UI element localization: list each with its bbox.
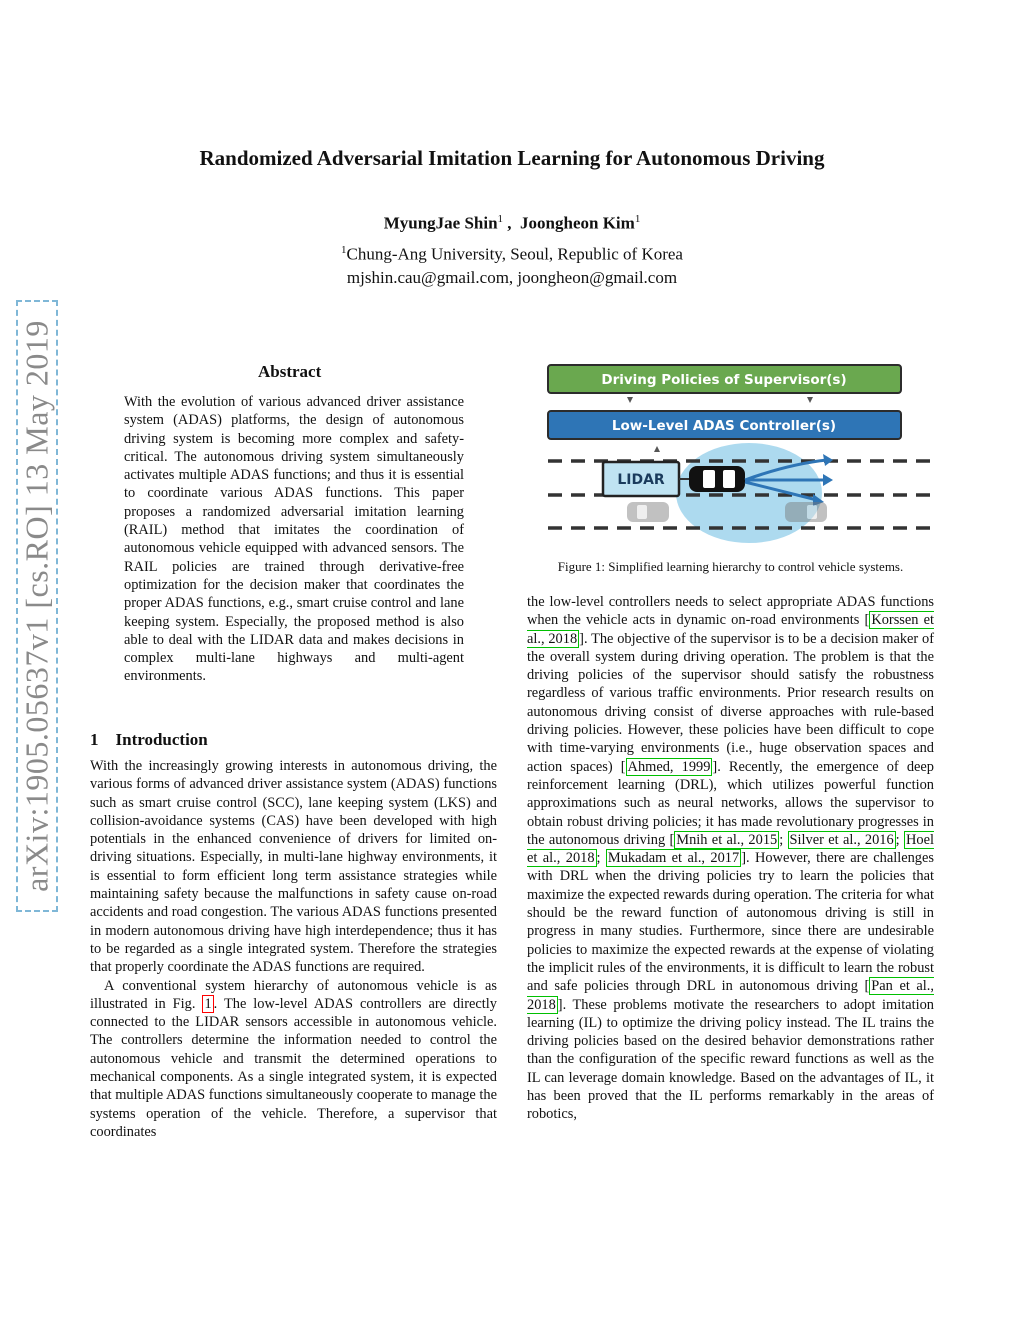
supervisor-box-label: Driving Policies of Supervisor(s) [601, 372, 847, 388]
abstract-text: With the evolution of various advanced driver assistance system (ADAS) platforms, the design of autonomous driving system is becoming more complex and safety-critical. The autonomous driving system simultaneously activates multiple ADAS functions; and thus it is essential to coordinate various ADAS functions. This paper proposes a randomized adversarial imitation learning (RAIL) method that imitates the coordination of autonomous vehicle equipped with advanced sensors. The RAIL policies are trained through derivative-free optimization for the decision maker that coordinates the proper ADAS functions, e.g., smart cruise control and lane keeping system. Especially, the proposed method is also able to deal with the LIDAR data and makes decisions in complex multi-lane highways and multi-agent environments. [124, 394, 464, 685]
right-column-text [527, 593, 934, 1124]
up-arrow-icon [654, 446, 660, 452]
citation-link[interactable]: Mukadam et al., 2017 [607, 850, 740, 867]
arxiv-stamp [16, 300, 58, 912]
figure-caption: Figure 1: Simplified learning hierarchy to control vehicle systems. [557, 559, 904, 574]
citation-link[interactable]: Hoel et al., 2018 [527, 831, 934, 867]
affiliation: $^1$Chung-Ang University, Seoul, Republic of Korea [341, 244, 683, 264]
citation-link[interactable]: Korssen et al., 2018 [527, 612, 935, 647]
citation-link[interactable]: Pan et al., 2018 [527, 978, 934, 1013]
citation-link[interactable]: Silver et al., 2016 [789, 831, 894, 848]
left-column-text [90, 757, 497, 1141]
figure-link[interactable]: 1 [204, 995, 212, 1012]
intro-paragraph-1: With the increasingly growing interests in autonomous driving, the various forms of advanced driver assistance system (ADAS) functions such as smart cruise control (SCC), lane keeping system (LKS) and collision-avoidance systems (CAS) have been developed with high potentials in the enhanced convenience of drivers for limited on-driving situations. Especially, in multi-lane highway environments, it is essential to form efficient long term assistance strategies while maintaining safety because the malfunctions in safety cause on-road accidents and road congestion. The various ADAS functions presented in modern autonomous driving have high interdependence; thus it has to be regarded as a single integrated system. Therefore the strategies that properly coordinate the ADAS functions are required. [90, 758, 497, 976]
other-car-icon [785, 502, 827, 522]
right-column-paragraph: the low-level controllers needs to select appropriate ADAS functions when the vehicle acts in dynamic on-road environments [ Korssen et al., 2018 ]. The objective of the supervisor is to be a decision maker of the overall system during driving operation. The problem is that the driving policies of the supervisor should satisfy the robustness regardless of various traffic environments. Prior research results on autonomous driving consist of diverse approaches with rule-based driving policies. However, these policies have been difficult to cope with time-varying environments (i.e., huge observation spaces and action spaces) [ Ahmed, 1999 ]. Recently, the emergence of deep reinforcement learning (DRL), which utilizes powerful function approximations such as neural networks, allows the supervisor to obtain robust driving policies; it has made revolutionary progresses in the autonomous driving [ Mnih et al., 2015 ; Silver et al., 2016 ; Hoel et al., 2018 ; Mukadam et al., 2017 ]. However, there are challenges with DRL when the driving policies try to learn the policies that maximize the expected rewards during operation. The criteria for what should be the reward function of autonomous driving is still in progress in many studies. Furthermore, since there are undesirable policies to maximize the expected rewards at the expense of violating the implicit rules of the environments, it is difficult to learn the robust and safe policies through DRL in autonomous driving [ Pan et al., 2018 ]. These problems motivate the researchers to adopt imitation learning (IL) to optimize the driving policy instead. The IL trains the driving policies based on the desired behavior demonstrations rather than the configuration of the specific reward functions as well as the IL can leverage domain knowledge. Based on the advantages of IL, it has been proved that the IL performs remarkably in the areas of robotics, [527, 594, 935, 1123]
down-arrow-icon [627, 397, 633, 403]
down-arrow-icon [807, 397, 813, 403]
author-line: MyungJae Shin$^1$ , Joongheon Kim$^1$ [383, 213, 641, 233]
arxiv-id: arXiv:1905.05637v1 [cs.RO] 13 May 2019 [18, 320, 55, 892]
ego-car-icon [689, 466, 745, 492]
intro-paragraph-2: A conventional system hierarchy of autonomous vehicle is as illustrated in Fig. 1 . The low-level ADAS controllers are directly connected to the LIDAR sensors accessible in autonomous vehicle. The controllers determine the information needed to control the autonomous vehicle and transmit the determined operations to mechanical components. As a single integrated system, it is expected that multiple ADAS functions simultaneously cooperate to manage the systems operation of the vehicle. Therefore, a supervisor that coordinates [90, 977, 497, 1140]
section-heading-introduction: 1 Introduction [90, 730, 208, 749]
other-car-icon [627, 502, 669, 522]
paper-title: Randomized Adversarial Imitation Learning for Autonomous Driving [199, 146, 825, 170]
lidar-label: LIDAR [617, 472, 665, 488]
hierarchy-figure [541, 360, 937, 544]
citation-link[interactable]: Ahmed, 1999 [627, 758, 711, 775]
author-2: Joongheon Kim [520, 213, 635, 233]
citation-link[interactable]: Mnih et al., 2015 [676, 831, 778, 848]
abstract-heading: Abstract [258, 362, 322, 381]
author-emails: mjshin.cau@gmail.com, joongheon@gmail.com [346, 268, 678, 287]
controller-box-label: Low-Level ADAS Controller(s) [611, 418, 837, 434]
author-1: MyungJae Shin [383, 213, 498, 233]
